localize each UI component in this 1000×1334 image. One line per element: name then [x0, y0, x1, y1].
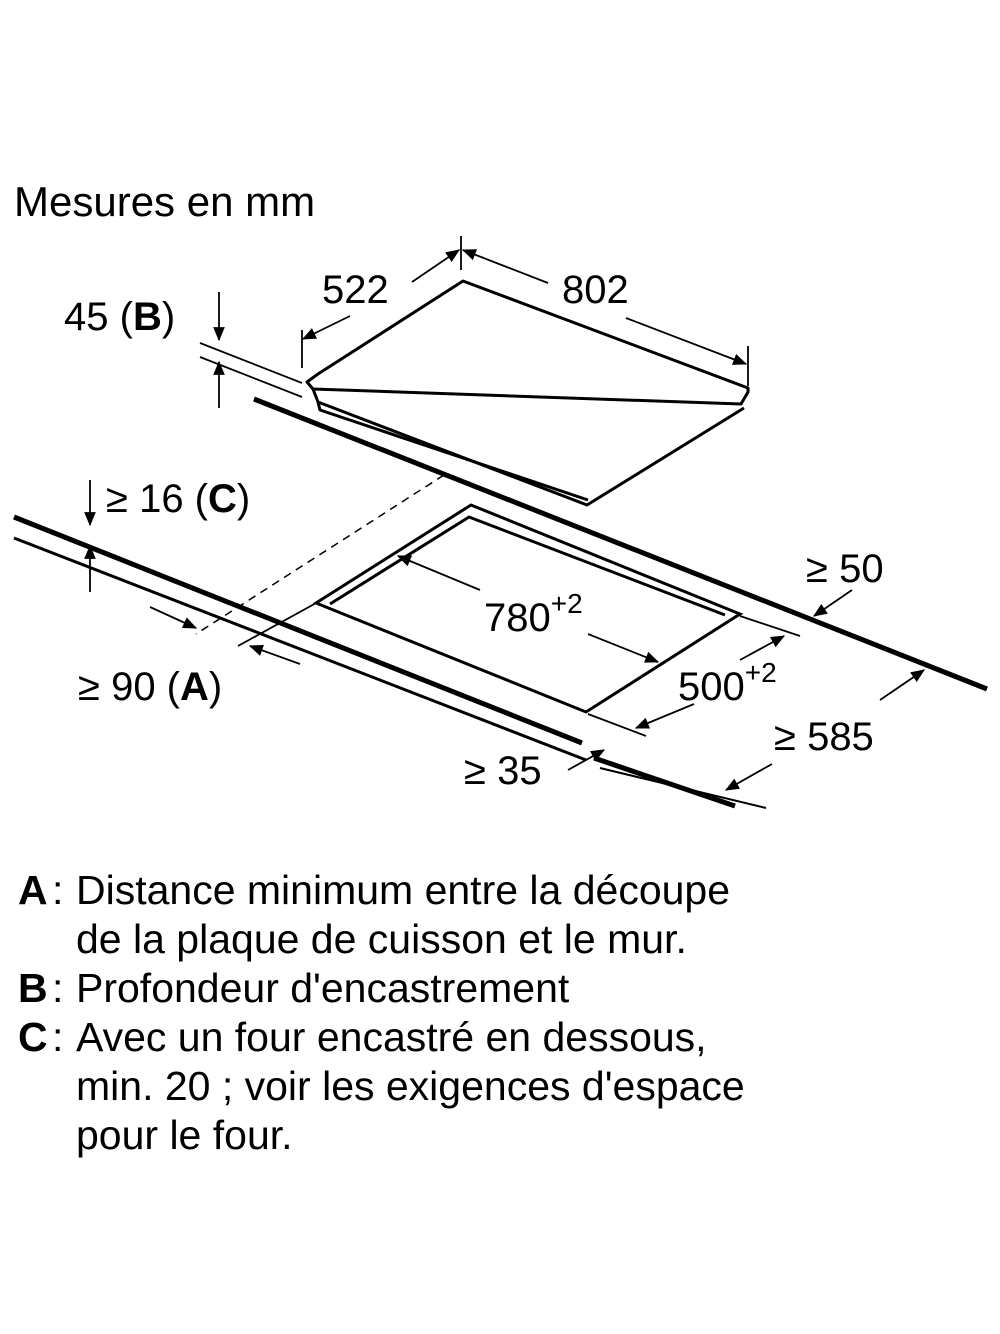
legend-key: A: [18, 867, 48, 913]
label-35: ≥ 35: [464, 749, 542, 793]
label-16-c: ≥ 16 (C): [106, 477, 251, 521]
dim-585-line-a: [880, 670, 924, 700]
legend-colon: :: [52, 1014, 64, 1060]
dim-a-arrow-left: [150, 607, 196, 628]
label-802: 802: [562, 268, 629, 312]
dim-780-line-a: [398, 556, 480, 590]
legend-text: Profondeur d'encastrement: [76, 965, 570, 1011]
legend-item-c: [18, 1013, 978, 1160]
label-50: ≥ 50: [806, 547, 884, 591]
legend-key: B: [18, 965, 48, 1011]
worktop-back-edge: [254, 399, 987, 689]
label-780: $780^{+2}$: [484, 588, 583, 640]
legend-text: Distance minimum entre la découpe de la plaque de cuisson et le mur.: [76, 867, 731, 962]
legend-item-a: [18, 866, 978, 964]
label-585: ≥ 585: [774, 715, 874, 759]
dim-a-arrow-right: [250, 646, 300, 664]
worktop-front-edge-right: [594, 758, 735, 806]
legend-item-b: [18, 964, 978, 1013]
legend-colon: :: [52, 965, 64, 1011]
dim-802-line-a: [463, 250, 548, 283]
legend-colon: :: [52, 867, 64, 913]
legend-key: C: [18, 1014, 48, 1060]
worktop-underside-right: [600, 768, 766, 808]
label-45-b: 45 (B): [64, 295, 176, 339]
dim-522-line-a: [303, 316, 350, 339]
dim-780-line-b: [588, 634, 658, 662]
legend-text: Avec un four encastré en dessous, min. 20 ; voir les exigences d'espace pour le four.: [76, 1014, 745, 1158]
dim-50-arrow: [814, 590, 852, 616]
worktop-front-underside: [14, 538, 586, 760]
hob: [307, 281, 748, 505]
dim-522-line-b: [412, 250, 459, 282]
dim-585-line-b: [726, 764, 772, 790]
label-500: $500^{+2}$: [678, 657, 777, 709]
diagram-title: Mesures en mm: [14, 178, 316, 225]
legend: [18, 866, 978, 1160]
label-90-a: ≥ 90 (A): [78, 665, 223, 709]
label-522: 522: [322, 268, 389, 312]
